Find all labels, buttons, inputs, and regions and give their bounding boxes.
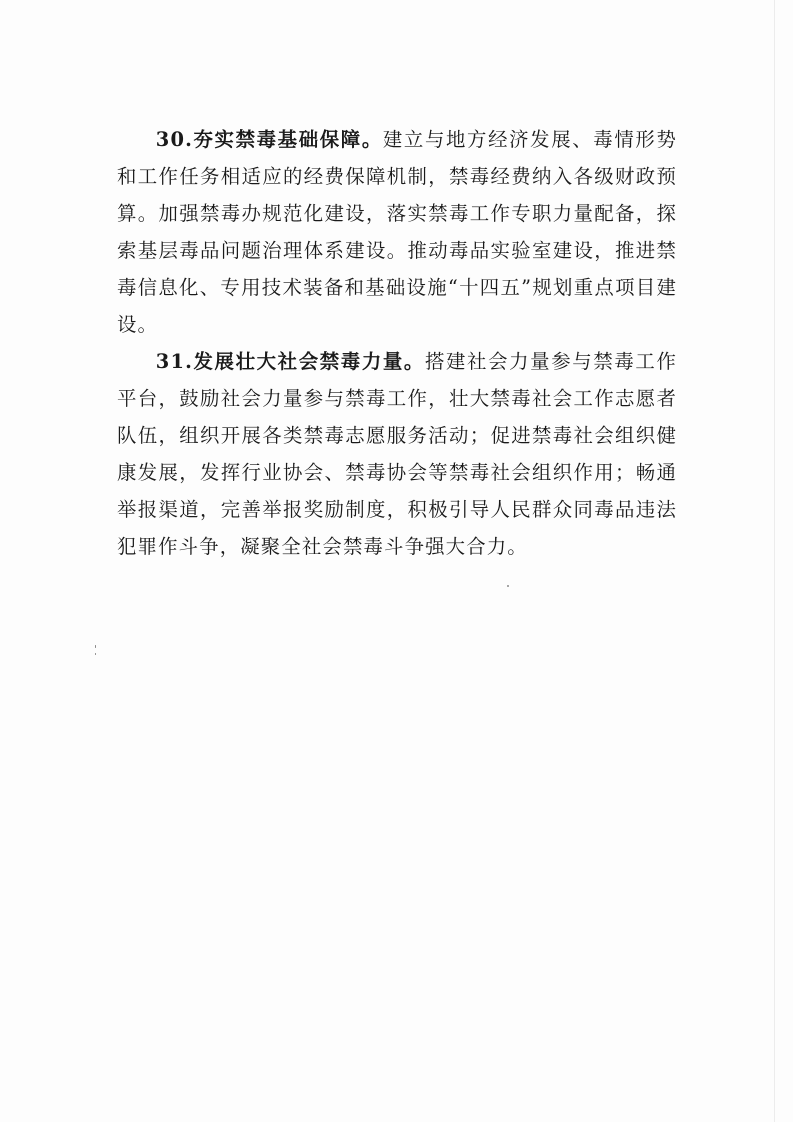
paragraph-30-body: 建立与地方经济发展、毒情形势和工作任务相适应的经费保障机制，禁毒经费纳入各级财政预算。加强禁毒办规范化建设，落实禁毒工作专职力量配备，探索基层毒品问题治理体系建设。推动毒品实验室建设，推进禁毒信息化、专用技术装备和基础设施“十四五”规划重点项目建设。 xyxy=(117,128,677,336)
scan-speck xyxy=(507,585,509,587)
scan-speck xyxy=(95,645,96,648)
document-body xyxy=(117,121,677,565)
paragraph-31 xyxy=(117,343,677,565)
paragraph-30 xyxy=(117,121,677,343)
paragraph-31-heading: 31.发展壮大社会禁毒力量。 xyxy=(155,350,425,373)
scan-edge-line xyxy=(774,0,775,1122)
paragraph-31-body: 搭建社会力量参与禁毒工作平台，鼓励社会力量参与禁毒工作，壮大禁毒社会工作志愿者队伍，组织开展各类禁毒志愿服务活动；促进禁毒社会组织健康发展，发挥行业协会、禁毒协会等禁毒社会组织作用；畅通举报渠道，完善举报奖励制度，积极引导人民群众同毒品违法犯罪作斗争，凝聚全社会禁毒斗争强大合力。 xyxy=(117,350,677,558)
paragraph-30-heading: 30.夯实禁毒基础保障。 xyxy=(155,128,383,151)
scan-speck xyxy=(95,653,96,655)
